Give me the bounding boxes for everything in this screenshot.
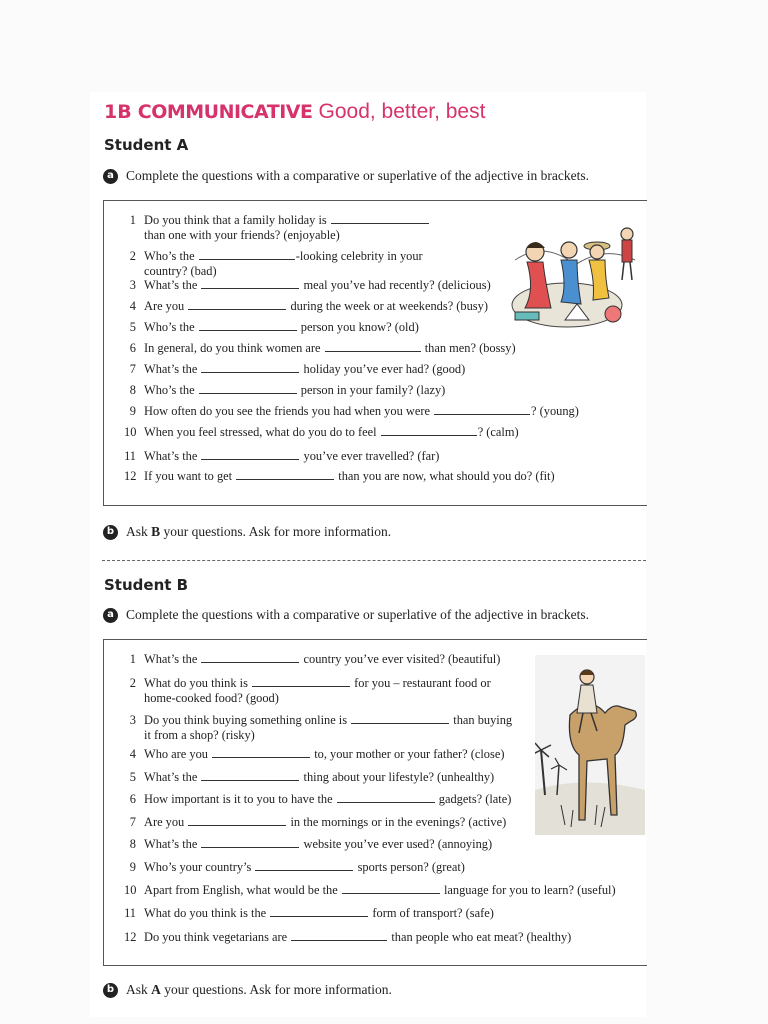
- student-a-instruction-b: [103, 524, 391, 540]
- question-text: What’s the website you’ve ever used? (annoying): [144, 837, 493, 851]
- question-text: Who are you to, your mother or your father? (close): [144, 747, 505, 761]
- step-b-badge: b: [103, 525, 118, 540]
- question-number: 8: [129, 383, 136, 397]
- question-text: Who’s your country’s sports person? (great): [144, 860, 465, 874]
- answer-blank[interactable]: [201, 652, 299, 663]
- question-text-continued: country? (bad): [144, 264, 217, 278]
- question-text-continued: home-cooked food? (good): [144, 691, 279, 705]
- question-number: 5: [129, 320, 136, 334]
- question-number: 12: [124, 469, 137, 483]
- question-number: 8: [129, 837, 136, 851]
- question-text: Are you in the mornings or in the evenings? (active): [144, 815, 507, 829]
- answer-blank[interactable]: [199, 320, 297, 331]
- answer-blank[interactable]: [337, 792, 435, 803]
- title-code: 1B: [104, 101, 132, 123]
- student-a-heading: Student A: [104, 136, 189, 154]
- instruction-text: Complete the questions with a comparative or superlative of the adjective in brackets.: [126, 607, 589, 622]
- question-number: 12: [124, 930, 137, 944]
- question-number: 4: [129, 747, 136, 761]
- student-b-heading: Student B: [104, 576, 189, 594]
- title-label: COMMUNICATIVE: [137, 101, 313, 123]
- question-number: 6: [129, 792, 136, 806]
- beach-family-illustration: [505, 220, 645, 340]
- question-number: 10: [124, 883, 137, 897]
- answer-blank[interactable]: [270, 906, 368, 917]
- question-text: Are you during the week or at weekends? (busy): [144, 299, 488, 313]
- worksheet-page: [90, 92, 646, 1017]
- instruction-text: Ask B your questions. Ask for more information.: [126, 524, 392, 539]
- question-text-continued: than one with your friends? (enjoyable): [144, 228, 340, 242]
- answer-blank[interactable]: [188, 815, 286, 826]
- answer-blank[interactable]: [325, 341, 421, 352]
- answer-blank[interactable]: [331, 213, 429, 224]
- answer-blank[interactable]: [201, 362, 299, 373]
- question-number: 1: [129, 652, 136, 666]
- step-b-badge: b: [103, 983, 118, 998]
- student-b-instruction-a: [103, 607, 589, 623]
- question-text: Who’s the person in your family? (lazy): [144, 383, 446, 397]
- question-number: 11: [124, 449, 136, 463]
- question-text: What do you think is for you – restaurant food or: [144, 676, 491, 690]
- question-text: Do you think buying something online is than buying: [144, 713, 513, 727]
- step-a-badge: a: [103, 608, 118, 623]
- answer-blank[interactable]: [201, 770, 299, 781]
- step-a-badge: a: [103, 169, 118, 184]
- answer-blank[interactable]: [236, 469, 334, 480]
- answer-blank[interactable]: [201, 837, 299, 848]
- question-number: 3: [129, 278, 136, 292]
- question-number: 5: [129, 770, 136, 784]
- question-number: 2: [129, 676, 136, 690]
- question-number: 9: [129, 860, 136, 874]
- question-text: Do you think that a family holiday is: [144, 213, 430, 229]
- instruction-text: Complete the questions with a comparative or superlative of the adjective in brackets.: [126, 168, 589, 183]
- question-text: How often do you see the friends you had when you were ? (young): [144, 404, 579, 418]
- question-number: 9: [129, 404, 136, 418]
- question-text: Who’s the -looking celebrity in your: [144, 249, 423, 263]
- question-text: In general, do you think women are than men? (bossy): [144, 341, 516, 355]
- question-number: 4: [129, 299, 136, 313]
- question-text: If you want to get than you are now, what should you do? (fit): [144, 469, 555, 483]
- question-text: How important is it to you to have the gadgets? (late): [144, 792, 512, 806]
- answer-blank[interactable]: [199, 383, 297, 394]
- student-a-instruction-a: [103, 168, 589, 184]
- question-number: 1: [129, 213, 136, 227]
- question-text: Apart from English, what would be the language for you to learn? (useful): [144, 883, 616, 897]
- answer-blank[interactable]: [351, 713, 449, 724]
- answer-blank[interactable]: [255, 860, 353, 871]
- question-text: What do you think is the form of transport? (safe): [144, 906, 494, 920]
- question-text: Who’s the person you know? (old): [144, 320, 419, 334]
- answer-blank[interactable]: [252, 676, 350, 687]
- answer-blank[interactable]: [291, 930, 387, 941]
- answer-blank[interactable]: [201, 449, 299, 460]
- question-text: Do you think vegetarians are than people who eat meat? (healthy): [144, 930, 572, 944]
- question-number: 11: [124, 906, 136, 920]
- question-number: 10: [124, 425, 137, 439]
- question-number: 7: [129, 362, 136, 376]
- question-number: 2: [129, 249, 136, 263]
- question-number: 3: [129, 713, 136, 727]
- question-text: What’s the meal you’ve had recently? (delicious): [144, 278, 491, 292]
- instruction-text: Ask A your questions. Ask for more information.: [126, 982, 392, 997]
- question-number: 7: [129, 815, 136, 829]
- answer-blank[interactable]: [201, 278, 299, 289]
- question-text: When you feel stressed, what do you do to feel ? (calm): [144, 425, 519, 439]
- answer-blank[interactable]: [212, 747, 310, 758]
- answer-blank[interactable]: [434, 404, 530, 415]
- question-text: What’s the country you’ve ever visited? (beautiful): [144, 652, 501, 666]
- question-number: 6: [129, 341, 136, 355]
- answer-blank[interactable]: [381, 425, 477, 436]
- title-subtitle: Good, better, best: [318, 100, 486, 123]
- answer-blank[interactable]: [199, 249, 295, 260]
- page-title: [104, 100, 485, 124]
- question-text: What’s the holiday you’ve ever had? (good): [144, 362, 466, 376]
- question-text-continued: it from a shop? (risky): [144, 728, 255, 742]
- student-b-instruction-b: [103, 982, 392, 998]
- cut-line: [102, 560, 646, 561]
- question-text: What’s the thing about your lifestyle? (unhealthy): [144, 770, 495, 784]
- question-text: What’s the you’ve ever travelled? (far): [144, 449, 440, 463]
- camel-rider-illustration: [535, 655, 645, 835]
- answer-blank[interactable]: [342, 883, 440, 894]
- answer-blank[interactable]: [188, 299, 286, 310]
